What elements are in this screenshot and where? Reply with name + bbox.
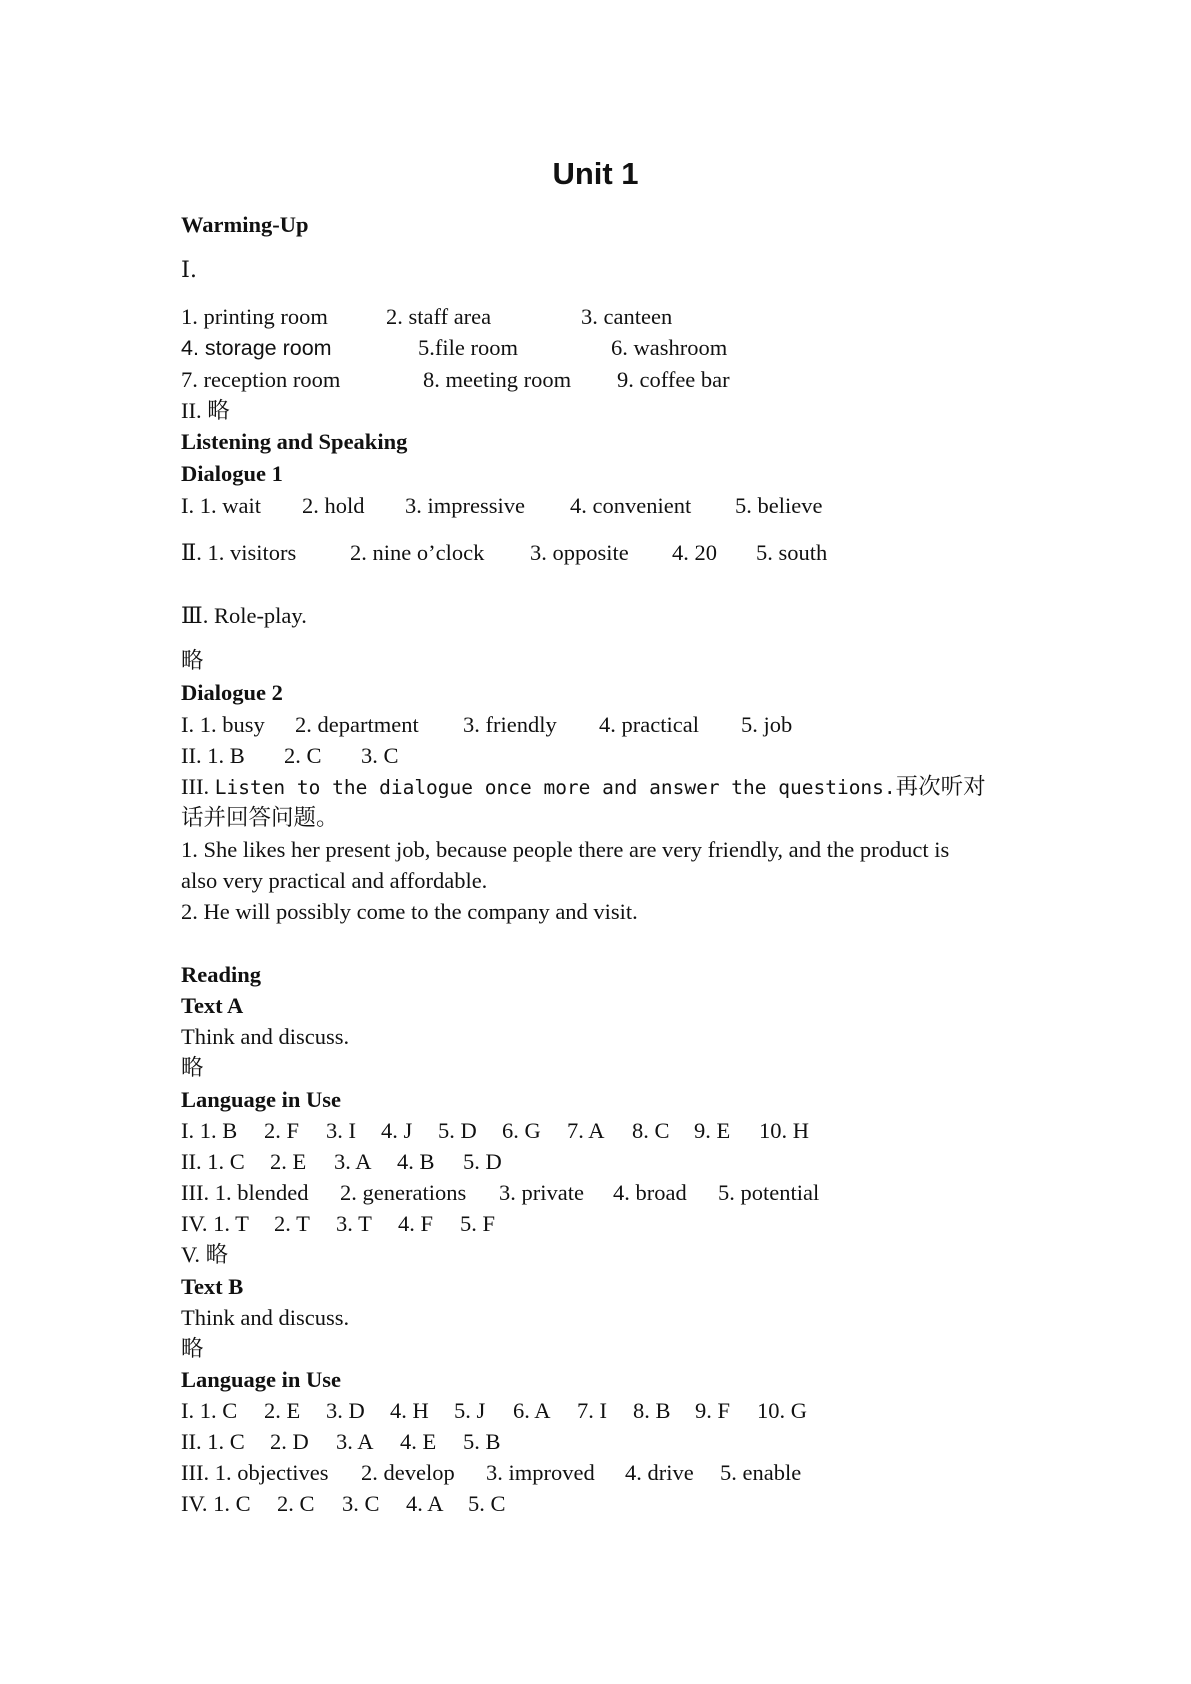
answer-item: 5. D — [463, 1149, 502, 1174]
answer-item: 4. E — [400, 1429, 437, 1454]
answer-item: IV. 1. C — [181, 1491, 251, 1516]
answer-item: 3. A — [336, 1429, 374, 1454]
answer-item: 9. F — [695, 1398, 731, 1423]
text-a-heading: Text A — [181, 993, 244, 1018]
answer-item: 3. canteen — [581, 304, 673, 329]
answer-item: 10. H — [759, 1118, 809, 1143]
answer-item: 2. develop — [361, 1460, 455, 1485]
answer-item: 3. improved — [486, 1460, 595, 1485]
answer-item: 5. believe — [735, 493, 823, 518]
answer-item: II. 1. B — [181, 743, 245, 768]
section-roman-one: Ⅰ. — [181, 257, 198, 283]
answer-item: 2. E — [264, 1398, 301, 1423]
answer-item: 2. E — [270, 1149, 307, 1174]
instruction-english: Listen to the dialogue once more and answer the questions. — [214, 776, 896, 799]
answer-item: 3. A — [334, 1149, 372, 1174]
answer-item: I. 1. wait — [181, 493, 261, 518]
answer-item: 8. meeting room — [423, 367, 572, 392]
answer-item: 3. T — [336, 1211, 372, 1236]
answer-item: 4. B — [397, 1149, 435, 1174]
text-a-part-5: V. 略 — [181, 1242, 229, 1267]
answer-item: 3. friendly — [463, 712, 557, 737]
answer-sentence-1: 1. She likes her present job, because people there are very friendly, and the product is — [181, 837, 950, 862]
answer-item: 1. printing room — [181, 304, 328, 329]
answer-item: 3. D — [326, 1398, 365, 1423]
think-discuss: Think and discuss. — [181, 1305, 350, 1330]
language-in-use-heading: Language in Use — [181, 1087, 342, 1112]
answer-item: 2. F — [264, 1118, 300, 1143]
answer-item: I. 1. B — [181, 1118, 238, 1143]
section-roman-two: II. 略 — [181, 398, 230, 423]
dialogue-2-heading: Dialogue 2 — [181, 680, 283, 705]
answer-item: III. 1. blended — [181, 1180, 309, 1205]
language-in-use-heading: Language in Use — [181, 1367, 342, 1392]
page-title: Unit 1 — [552, 156, 639, 191]
part-prefix: III. — [181, 774, 215, 799]
answer-sentence-2: 2. He will possibly come to the company and visit. — [181, 899, 638, 924]
answer-item: 3. opposite — [530, 540, 629, 565]
answer-item: 4. drive — [625, 1460, 694, 1485]
answer-item: 2. D — [270, 1429, 309, 1454]
answer-item: 4. practical — [599, 712, 699, 737]
answer-item: IV. 1. T — [181, 1211, 249, 1236]
instruction-chinese-cont: 话并回答问题。 — [181, 805, 339, 831]
answer-item: 2. generations — [340, 1180, 467, 1205]
answer-item: 2. department — [295, 712, 419, 737]
answer-item: 4. storage room — [181, 336, 332, 360]
answer-item: II. 1. C — [181, 1149, 245, 1174]
answer-item: 3. C — [361, 743, 399, 768]
answer-item: 4. J — [381, 1118, 413, 1143]
dialogue-1-heading: Dialogue 1 — [181, 461, 283, 486]
answer-item: 4. broad — [613, 1180, 687, 1205]
answer-item: 6. G — [502, 1118, 541, 1143]
answer-item: 2. T — [274, 1211, 310, 1236]
answer-item: II. 1. C — [181, 1429, 245, 1454]
answer-item: 4. A — [406, 1491, 444, 1516]
listening-heading: Listening and Speaking — [181, 429, 408, 454]
warming-up-heading: Warming-Up — [181, 212, 309, 237]
answer-item: 4. 20 — [672, 540, 717, 565]
dialogue-1-part-3: Ⅲ. Role-play. — [181, 603, 307, 628]
omitted-mark: 略 — [181, 1055, 204, 1080]
answer-item: 5.file room — [418, 335, 518, 360]
think-discuss: Think and discuss. — [181, 1024, 350, 1049]
answer-item: 7. reception room — [181, 367, 341, 392]
answer-item: 9. coffee bar — [617, 367, 730, 392]
answer-item: 7. I — [577, 1398, 607, 1423]
answer-item: 2. staff area — [386, 304, 492, 329]
answer-item: Ⅱ. 1. visitors — [181, 540, 297, 565]
answer-item: 3. private — [499, 1180, 584, 1205]
answer-item: 5. enable — [720, 1460, 802, 1485]
omitted-mark: 略 — [181, 1336, 204, 1361]
dialogue-2-part-3 — [181, 772, 986, 803]
answer-item: 9. E — [694, 1118, 731, 1143]
answer-item: 4. F — [398, 1211, 434, 1236]
answer-item: 5. J — [454, 1398, 486, 1423]
answer-item: 3. C — [342, 1491, 380, 1516]
answer-item: I. 1. C — [181, 1398, 238, 1423]
answer-item: 5. job — [741, 712, 793, 737]
text-b-heading: Text B — [181, 1274, 244, 1299]
answer-item: 5. south — [756, 540, 828, 565]
instruction-chinese: 再次听对 — [895, 774, 986, 800]
reading-heading: Reading — [181, 962, 262, 987]
answer-item: 3. impressive — [405, 493, 525, 518]
omitted-mark: 略 — [181, 648, 204, 673]
answer-item: 10. G — [757, 1398, 807, 1423]
answer-item: 5. potential — [718, 1180, 820, 1205]
answer-item: 7. A — [567, 1118, 605, 1143]
answer-item: 6. A — [513, 1398, 551, 1423]
answer-item: III. 1. objectives — [181, 1460, 329, 1485]
answer-item: 5. F — [460, 1211, 496, 1236]
answer-item: 2. nine o’clock — [350, 540, 485, 565]
answer-item: 2. C — [284, 743, 322, 768]
answer-item: 5. D — [438, 1118, 477, 1143]
answer-item: 2. hold — [302, 493, 365, 518]
answer-item: 8. C — [632, 1118, 670, 1143]
answer-item: 5. B — [463, 1429, 501, 1454]
answer-sentence-1-cont: also very practical and affordable. — [181, 868, 488, 893]
answer-item: 2. C — [277, 1491, 315, 1516]
answer-item: 4. convenient — [570, 493, 692, 518]
answer-item: 4. H — [390, 1398, 429, 1423]
answer-item: 5. C — [468, 1491, 506, 1516]
answer-item: I. 1. busy — [181, 712, 265, 737]
answer-item: 6. washroom — [611, 335, 728, 360]
answer-item: 3. I — [326, 1118, 356, 1143]
answer-item: 8. B — [633, 1398, 671, 1423]
